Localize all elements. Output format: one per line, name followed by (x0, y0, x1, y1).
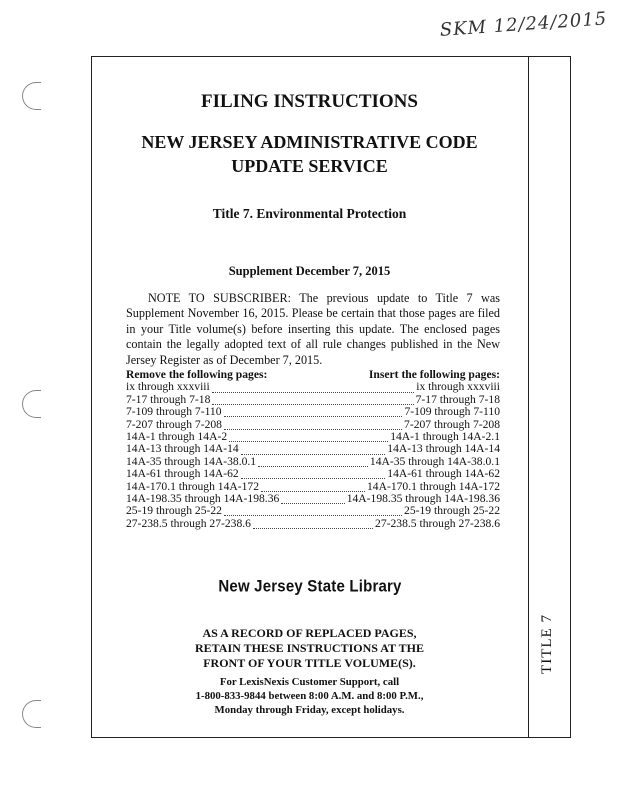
record-line-2: RETAIN THESE INSTRUCTIONS AT THE (195, 641, 424, 655)
support-line-3: Monday through Friday, except holidays. (214, 704, 405, 716)
binder-hole-middle (22, 390, 41, 418)
dot-leader (241, 469, 386, 479)
document-subtitle-line2: UPDATE SERVICE (231, 156, 388, 176)
remove-pages: 14A-1 through 14A-2 (126, 429, 228, 443)
dot-leader (261, 482, 365, 492)
remove-pages: 14A-170.1 through 14A-172 (126, 479, 259, 493)
title-section: Title 7. Environmental Protection (212, 206, 407, 221)
insert-pages: 7-17 through 7-18 (415, 392, 500, 406)
document-subtitle-line1: NEW JERSEY ADMINISTRATIVE CODE (141, 132, 478, 152)
subscriber-note: NOTE TO SUBSCRIBER: The previous update to Title 7 was Supplement November 16, 2015. Please be certain that those pages are filed in your Title volume(s) before inserting this update. The enclosed pages contain the legally adopted text of all rule changes published in the New Jersey Register as of December 7, 2015. (126, 291, 500, 367)
remove-pages: 14A-35 through 14A-38.0.1 (126, 454, 257, 468)
table-row (126, 518, 500, 530)
dot-leader (224, 506, 402, 516)
support-line-1: For LexisNexis Customer Support, call (219, 676, 400, 688)
remove-pages: 14A-13 through 14A-14 (126, 442, 239, 456)
remove-header: Remove the following pages: (126, 367, 268, 381)
dot-leader (258, 457, 368, 467)
remove-pages: 7-109 through 7-110 (126, 405, 222, 419)
insert-pages: 14A-170.1 through 14A-172 (367, 479, 500, 493)
binder-hole-bottom (22, 700, 41, 728)
support-line-2: 1-800-833-9844 between 8:00 A.M. and 8:00 P.M., (195, 690, 424, 702)
handwritten-initials-date: SKM 12/24/2015 (439, 8, 608, 41)
dot-leader (229, 432, 388, 442)
record-line-1: AS A RECORD OF REPLACED PAGES, (202, 626, 417, 640)
remove-pages: 25-19 through 25-22 (126, 504, 222, 518)
insert-pages: 14A-61 through 14A-62 (387, 467, 500, 481)
document-title: FILING INSTRUCTIONS (201, 91, 418, 112)
remove-pages: 27-238.5 through 27-238.6 (126, 516, 251, 530)
dot-leader (224, 407, 403, 417)
dot-leader (212, 395, 413, 405)
table-row (126, 381, 500, 393)
insert-pages: 7-109 through 7-110 (404, 405, 500, 419)
insert-pages: 14A-13 through 14A-14 (387, 442, 500, 456)
dot-leader (224, 420, 402, 430)
table-row (126, 406, 500, 418)
tab-divider-line (528, 56, 529, 738)
support-info (91, 675, 528, 717)
dot-leader (241, 445, 386, 455)
table-row (126, 468, 500, 480)
remove-pages: 14A-198.35 through 14A-198.36 (126, 491, 280, 505)
remove-pages: 7-207 through 7-208 (126, 417, 222, 431)
dot-leader (281, 494, 344, 504)
dot-leader (212, 383, 415, 393)
insert-pages: 14A-198.35 through 14A-198.36 (346, 491, 500, 505)
remove-pages: 14A-61 through 14A-62 (126, 467, 239, 481)
filing-table (126, 369, 500, 530)
insert-pages: 14A-1 through 14A-2.1 (390, 429, 500, 443)
insert-header: Insert the following pages: (368, 367, 500, 381)
title-tab-label: TITLE 7 (539, 614, 555, 674)
record-line-3: FRONT OF YOUR TITLE VOLUME(S). (203, 656, 416, 670)
insert-pages: 27-238.5 through 27-238.6 (375, 516, 500, 530)
table-row (126, 443, 500, 455)
remove-pages: 7-17 through 7-18 (126, 392, 211, 406)
supplement-date: Supplement December 7, 2015 (228, 264, 391, 278)
record-notice (91, 626, 528, 671)
table-row (126, 505, 500, 517)
insert-pages: 25-19 through 25-22 (404, 504, 500, 518)
insert-pages: 14A-35 through 14A-38.0.1 (369, 454, 500, 468)
library-stamp: New Jersey State Library (218, 576, 402, 597)
insert-pages: ix through xxxviii (416, 380, 500, 394)
binder-hole-top (22, 82, 41, 110)
remove-pages: ix through xxxviii (126, 380, 210, 394)
insert-pages: 7-207 through 7-208 (404, 417, 500, 431)
dot-leader (253, 519, 373, 529)
